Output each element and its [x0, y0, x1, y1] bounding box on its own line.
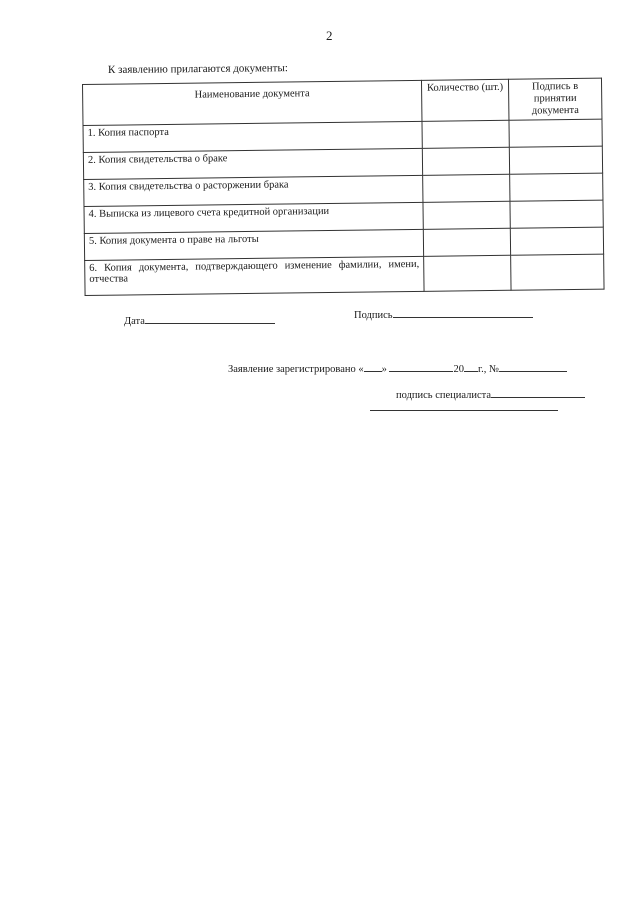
registration-year-prefix: 20: [453, 364, 464, 375]
quantity-cell: [422, 120, 509, 148]
signature-cell: [511, 254, 604, 290]
signature-cell: [510, 200, 603, 228]
page-number: 2: [326, 28, 333, 43]
signature-blank-line: [393, 308, 533, 318]
signature-label: Подпись: [354, 310, 393, 321]
header-signature: Подпись в принятии документа: [508, 78, 601, 120]
registration-year-suffix: г., №: [477, 364, 499, 375]
signature-cell: [510, 173, 603, 201]
document-name-cell: 4. Выписка из лицевого счета кредитной организации: [84, 203, 423, 234]
document-name-cell: 6. Копия документа, подтверждающего изменение фамилии, имени, отчества: [85, 257, 424, 296]
documents-table: [82, 78, 605, 297]
bottom-blank-line: [370, 410, 558, 411]
quantity-cell: [423, 201, 510, 229]
document-name-cell: 2. Копия свидетельства о браке: [83, 149, 422, 180]
date-blank-line: [145, 314, 275, 324]
signature-cell: [509, 119, 602, 147]
date-field: [124, 314, 275, 327]
specialist-label: подпись специалиста: [396, 390, 492, 401]
registration-field: [228, 362, 567, 375]
signature-cell: [509, 146, 602, 174]
registration-quote-close: »: [381, 364, 387, 375]
quantity-cell: [422, 147, 509, 175]
document-name-cell: 1. Копия паспорта: [83, 122, 422, 153]
registration-month-blank: [389, 362, 453, 372]
document-name-cell: 5. Копия документа о праве на льготы: [84, 230, 423, 261]
registration-day-blank: [364, 362, 382, 372]
applicant-signature-field: [354, 308, 533, 321]
table-header-row: [83, 78, 602, 126]
registration-number-blank: [499, 362, 567, 372]
quantity-cell: [423, 174, 510, 202]
attachments-intro: К заявлению прилагаются документы:: [107, 62, 288, 76]
specialist-signature-field: [396, 388, 585, 401]
documents-table-wrapper: [82, 78, 591, 296]
quantity-cell: [424, 255, 511, 291]
specialist-blank-line: [491, 388, 585, 398]
header-document-name: Наименование документа: [83, 80, 422, 125]
quantity-cell: [423, 228, 510, 256]
date-label: Дата: [124, 316, 145, 327]
header-quantity: Количество (шт.): [421, 79, 508, 121]
signature-cell: [510, 227, 603, 255]
registration-year-blank: [464, 362, 478, 372]
document-name-cell: 3. Копия свидетельства о расторжении брака: [84, 176, 423, 207]
table-row: [85, 254, 604, 295]
registration-prefix: Заявление зарегистрировано «: [228, 364, 364, 375]
